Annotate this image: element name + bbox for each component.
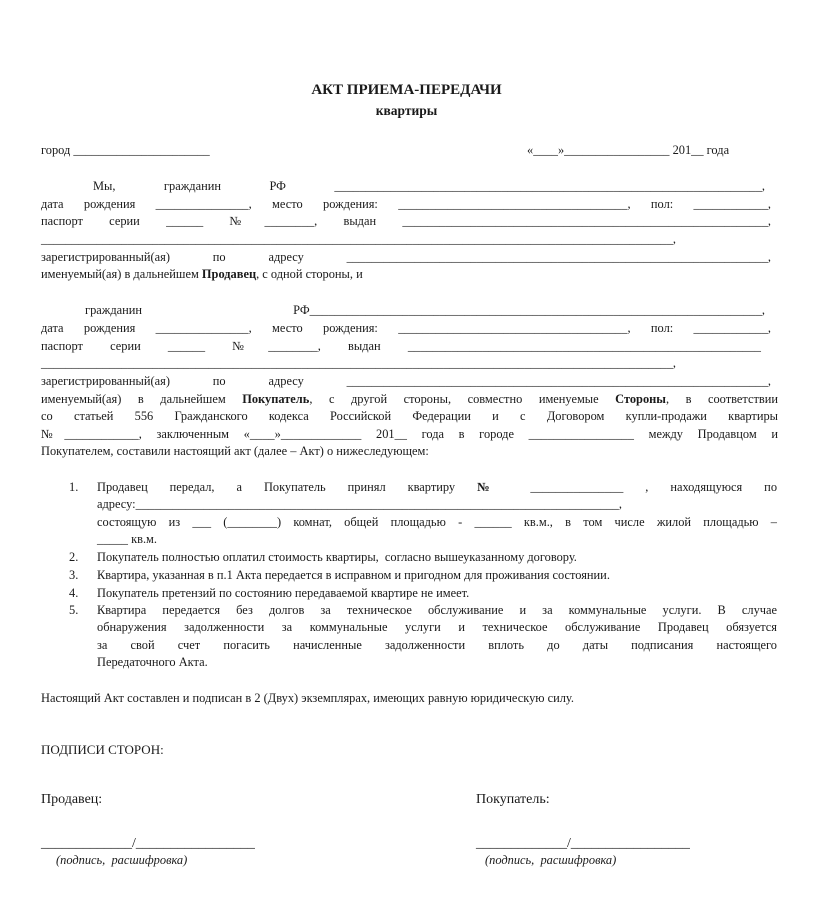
- item-1-line-4: _____ кв.м.: [97, 532, 157, 546]
- item-number: 4.: [69, 586, 79, 600]
- item-number: 5.: [69, 603, 79, 617]
- seller-signature-hint: (подпись, расшифровка): [56, 853, 188, 867]
- item-5-line-1: Квартира передается без долгов за техническое обслуживание и за коммунальные услуги. В случае: [97, 603, 777, 617]
- buyer-designation: именуемый(ая) в дальнейшем Покупатель, с другой стороны, совместно именуемые Стороны, в соответствии: [41, 392, 778, 406]
- document-subtitle: квартиры: [375, 103, 438, 118]
- item-1-line-3: состоящую из ___ (________) комнат, общей площадью - ______ кв.м., в том числе жилой площадью –: [97, 515, 777, 529]
- seller-designation: именуемый(ая) в дальнейшем Продавец, с одной стороны, и: [41, 267, 363, 281]
- item-1-line-1: Продавец передал, а Покупатель принял квартиру № _______________ , находящуюся по: [97, 480, 778, 494]
- seller-address-line: зарегистрированный(ая) по адресу ____________________________________________________________________,: [41, 250, 771, 264]
- date-field: «____»_________________ 201__ года: [527, 143, 730, 157]
- signatures-heading: ПОДПИСИ СТОРОН:: [41, 742, 164, 757]
- seller-label: Продавец:: [41, 792, 103, 807]
- buyer-passport-line: паспорт серии ______ №________, выдан _________________________________________________________: [41, 339, 761, 353]
- buyer-address-line: зарегистрированный(ая) по адресу ____________________________________________________________________,: [41, 374, 771, 388]
- item-4: Покупатель претензий по состоянию передаваемой квартире не имеет.: [97, 586, 470, 600]
- buyer-blank-line: ______________________________________________________________________________________________________,: [41, 356, 677, 370]
- seller-blank-line: ______________________________________________________________________________________________________,: [41, 232, 677, 246]
- item-5-line-4: Передаточного Акта.: [97, 655, 208, 669]
- item-5-line-2: обнаружения задолженности за коммунальные услуги и техническое обслуживание Продавец обязуется: [97, 620, 777, 634]
- city-field: город ______________________: [41, 143, 210, 157]
- item-number: 2.: [69, 550, 79, 564]
- seller-signature-line: _____________/_________________: [41, 836, 255, 851]
- seller-birth-line: дата рождения _______________, место рождения: _____________________________________, пол: ____________,: [41, 197, 771, 211]
- item-1-line-2: адресу:______________________________________________________________________________,: [97, 497, 622, 511]
- seller-citizen-line: Мы, гражданин РФ _____________________________________________________________________,: [93, 179, 765, 193]
- buyer-signature-hint: (подпись, расшифровка): [485, 853, 617, 867]
- item-3: Квартира, указанная в п.1 Акта передается в исправном и пригодном для проживания состоянии.: [97, 568, 610, 582]
- item-5-line-3: за свой счет погасить начисленные задолженности вплоть до даты подписания настоящего: [97, 638, 777, 652]
- item-number: 1.: [69, 480, 79, 494]
- item-2: Покупатель полностью оплатил стоимость квартиры, согласно вышеуказанному договору.: [97, 550, 577, 564]
- document-title: АКТ ПРИЕМА-ПЕРЕДАЧИ: [311, 82, 502, 98]
- preamble-end-line: Покупателем, составили настоящий акт (далее – Акт) о нижеследующем:: [41, 444, 429, 458]
- item-number: 3.: [69, 568, 79, 582]
- buyer-label: Покупатель:: [476, 792, 550, 807]
- contract-ref-line: №____________, заключенным «____»_____________ 201__ года в городе _________________ между Продавцом и: [41, 427, 778, 441]
- legal-basis-line: со статьей 556 Гражданского кодекса Российской Федерации и с Договором купли-продажи квартиры: [41, 409, 778, 423]
- buyer-citizen-line: гражданин РФ_________________________________________________________________________,: [85, 303, 765, 317]
- buyer-birth-line: дата рождения _______________, место рождения: _____________________________________, пол: ____________,: [41, 321, 771, 335]
- seller-passport-line: паспорт серии ______ №________, выдан ___________________________________________________________,: [41, 214, 771, 228]
- closing-statement: Настоящий Акт составлен и подписан в 2 (Двух) экземплярах, имеющих равную юридическую силу.: [41, 691, 574, 705]
- buyer-signature-line: _____________/_________________: [476, 836, 690, 851]
